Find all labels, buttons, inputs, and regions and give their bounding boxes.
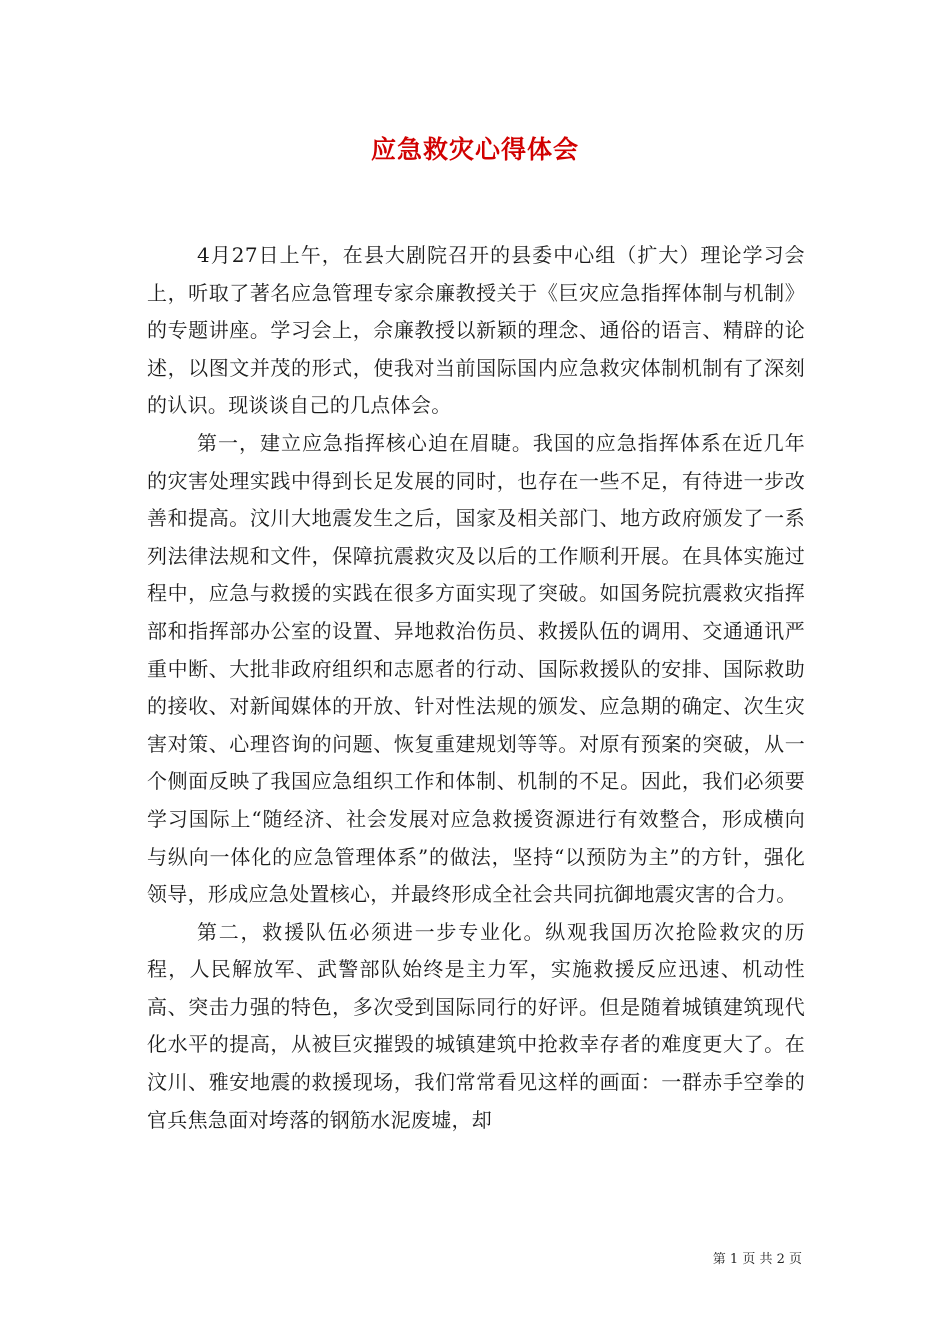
paragraph-second-point: 第二，救援队伍必须进一步专业化。纵观我国历次抢险救灾的历程，人民解放军、武警部队始终是主力军，实施救援反应迅速、机动性高、突击力强的特色，多次受到国际同行的好评。但是随着城镇建筑现代化水平的提高，从被巨灾摧毁的城镇建筑中抢救幸存者的难度更大了。在汶川、雅安地震的救援现场，我们常常看见这样的画面：一群赤手空拳的官兵焦急面对垮落的钢筋水泥废墟，却 [147,919,805,1132]
document-title: 应急救灾心得体会 [370,135,579,164]
page-number-footer: 第 1 页 共 2 页 [712,1252,802,1267]
paragraph-first-point: 第一，建立应急指挥核心迫在眉睫。我国的应急指挥体系在近几年的灾害处理实践中得到长足发展的同时，也存在一些不足，有待进一步改善和提高。汶川大地震发生之后，国家及相关部门、地方政府颁发了一系列法律法规和文件，保障抗震救灾及以后的工作顺利开展。在具体实施过程中，应急与救援的实践在很多方面实现了突破。如国务院抗震救灾指挥部和指挥部办公室的设置、异地救治伤员、救援队伍的调用、交通通讯严重中断、大批非政府组织和志愿者的行动、国际救援队的安排、国际救助的接收、对新闻媒体的开放、针对性法规的颁发、应急期的确定、次生灾害对策、心理咨询的问题、恢复重建规划等等。对原有预案的突破，从一个侧面反映了我国应急组织工作和体制、机制的不足。因此，我们必须要学习国际上“随经济、社会发展对应急救援资源进行有效整合，形成横向与纵向一体化的应急管理体系”的做法，坚持“以预防为主”的方针，强化领导，形成应急处置核心，并最终形成全社会共同抗御地震灾害的合力。 [147,430,805,907]
paragraph-intro: 4月27日上午，在县大剧院召开的县委中心组（扩大）理论学习会上，听取了著名应急管理专家佘廉教授关于《巨灾应急指挥体制与机制》的专题讲座。学习会上，佘廉教授以新颖的理念、通俗的语言、精辟的论述，以图文并茂的形式，使我对当前国际国内应急救灾体制机制有了深刻的认识。现谈谈自己的几点体会。 [147,243,805,418]
document-body [147,237,805,1139]
